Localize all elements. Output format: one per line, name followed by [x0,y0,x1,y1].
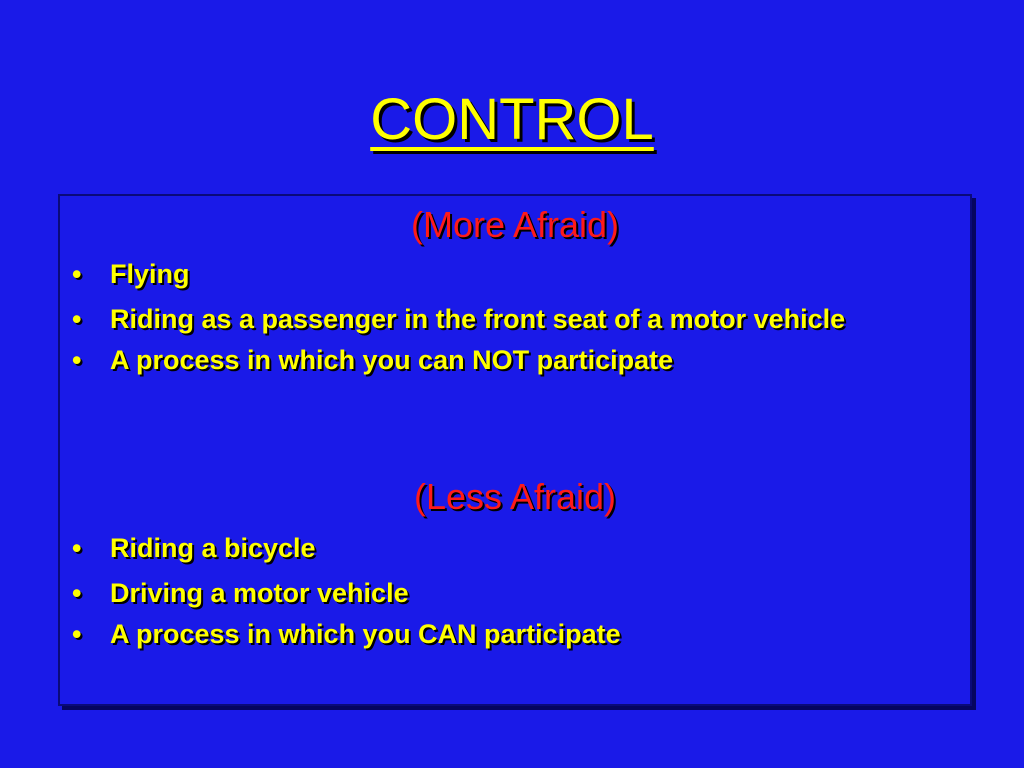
bullet-marker: • [72,533,82,563]
slide-title: CONTROL [370,87,654,152]
bullet-item [60,258,970,291]
bullet-list-more-afraid [60,258,970,389]
bullet-marker: • [72,619,82,649]
bullet-text: Flying [110,259,190,289]
bullet-text: Riding as a passenger in the front seat of a motor vehicle [110,304,846,334]
bullet-marker: • [72,345,82,375]
bullet-item [60,303,970,336]
bullet-list-less-afraid [60,532,970,663]
section-heading-less-afraid: (Less Afraid) [413,476,617,517]
bullet-item [60,344,970,377]
bullet-item [60,618,970,651]
bullet-marker: • [72,259,82,289]
bullet-item [60,577,970,610]
bullet-text: Driving a motor vehicle [110,578,409,608]
bullet-item [60,532,970,565]
content-box [58,194,972,706]
bullet-text: Riding a bicycle [110,533,316,563]
bullet-marker: • [72,304,82,334]
bullet-marker: • [72,578,82,608]
bullet-text: A process in which you can NOT participate [110,345,674,375]
bullet-text: A process in which you CAN participate [110,619,621,649]
section-heading-more-afraid: (More Afraid) [410,204,620,245]
